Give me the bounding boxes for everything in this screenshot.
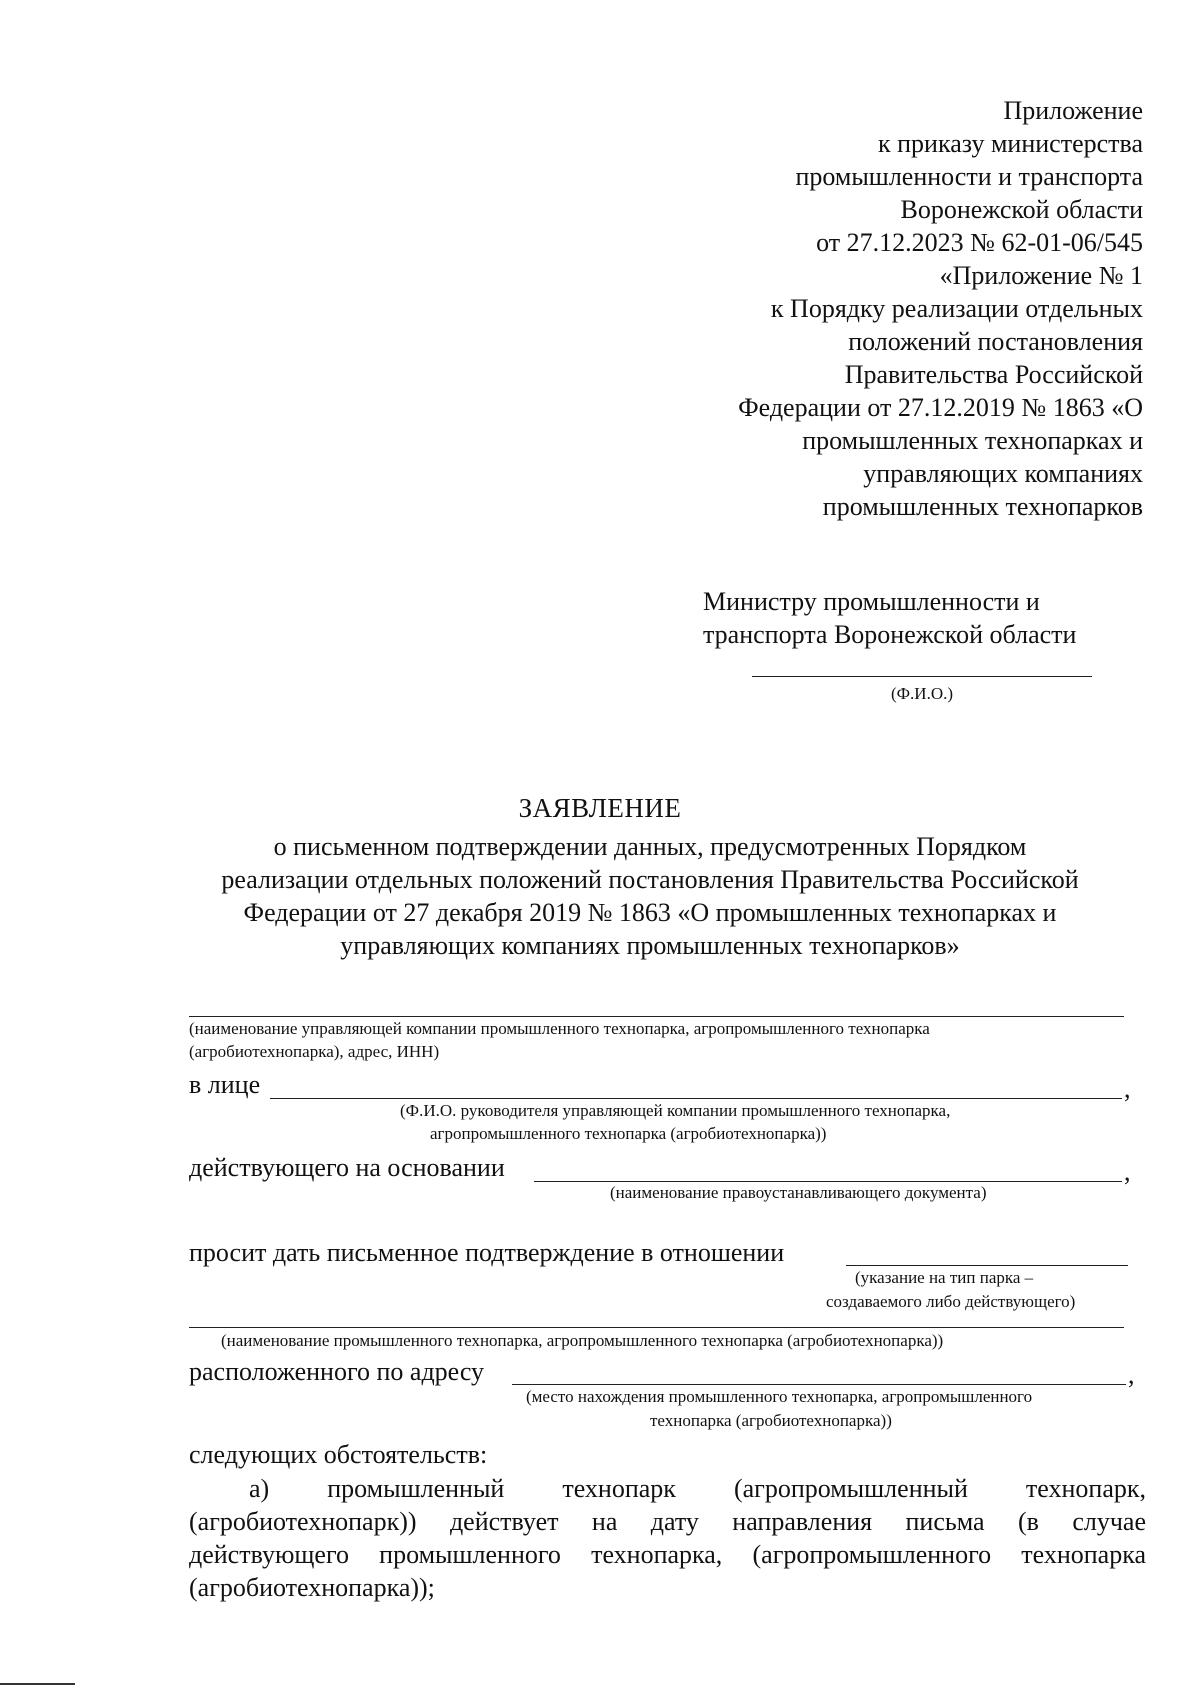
- header-line: от 27.12.2023 № 62-01-06/545: [816, 228, 1143, 257]
- park-name-blank-line[interactable]: [189, 1327, 1124, 1328]
- circumstances-heading: следующих обстоятельств:: [189, 1440, 488, 1469]
- company-name-blank-line[interactable]: [189, 1016, 1124, 1017]
- basis-caption: (наименование правоустанавливающего документа): [610, 1183, 987, 1202]
- company-caption: (наименование управляющей компании промышленного технопарка, агропромышленного технопарка: [189, 1019, 930, 1038]
- header-line: к приказу министерства: [878, 129, 1143, 158]
- fio-blank-line[interactable]: [752, 676, 1092, 677]
- header-line: положений постановления: [848, 327, 1143, 356]
- address-blank-line[interactable]: [512, 1384, 1126, 1385]
- park-type-blank-line[interactable]: [846, 1265, 1128, 1266]
- header-line: промышленности и транспорта: [795, 162, 1143, 191]
- subtitle-line: Федерации от 27 декабря 2019 № 1863 «О промышленных технопарках и: [243, 898, 1057, 927]
- header-line: к Порядку реализации отдельных: [770, 294, 1143, 323]
- scan-edge-mark: [0, 1683, 75, 1685]
- address-caption: (место нахождения промышленного технопарка, агропромышленного: [526, 1387, 1033, 1406]
- document-subtitle: [150, 830, 1150, 962]
- in-person-label: в лице: [189, 1070, 261, 1099]
- park-type-caption: (указание на тип парка –: [855, 1268, 1034, 1287]
- park-name-caption: (наименование промышленного технопарка, агропромышленного технопарка (агробиотехнопарка)): [221, 1331, 944, 1350]
- comma: ,: [1128, 1360, 1135, 1389]
- in-person-caption: агропромышленного технопарка (агробиотехнопарка)): [430, 1124, 827, 1143]
- park-type-caption: создаваемого либо действующего): [826, 1292, 1076, 1311]
- subtitle-line: реализации отдельных положений постановления Правительства Российской: [221, 865, 1079, 894]
- addressee-block: [703, 585, 1076, 651]
- header-line: Правительства Российской: [844, 360, 1143, 389]
- subtitle-line: о письменном подтверждении данных, предусмотренных Порядком: [273, 832, 1027, 861]
- item-a-line: (агробиотехнопарка));: [189, 1573, 435, 1602]
- header-line: Федерации от 27.12.2019 № 1863 «О: [738, 393, 1143, 422]
- in-person-blank-line[interactable]: [270, 1098, 1122, 1099]
- in-person-caption: (Ф.И.О. руководителя управляющей компании промышленного технопарка,: [400, 1101, 951, 1120]
- item-a-line: (агробиотехнопарк)) действует на дату направления письма (в случае: [189, 1507, 1146, 1536]
- fio-caption: (Ф.И.О.): [890, 684, 954, 703]
- address-caption: технопарка (агробиотехнопарка)): [650, 1411, 892, 1430]
- header-line: Воронежской области: [900, 195, 1143, 224]
- addressee-line: Министру промышленности и: [703, 587, 1040, 616]
- header-line: управляющих компаниях: [863, 459, 1143, 488]
- addressee-line: транспорта Воронежской области: [703, 620, 1077, 649]
- header-line: «Приложение № 1: [939, 261, 1143, 290]
- header-line: промышленных технопарках и: [802, 426, 1143, 455]
- company-caption: (агробиотехнопарка), адрес, ИНН): [189, 1042, 440, 1061]
- address-label: расположенного по адресу: [189, 1357, 485, 1386]
- item-a-line: действующего промышленного технопарка, (агропромышленного технопарка: [189, 1540, 1146, 1569]
- appendix-header: [738, 94, 1143, 523]
- subtitle-line: управляющих компаниях промышленных технопарков»: [340, 931, 960, 960]
- document-title: ЗАЯВЛЕНИЕ: [518, 793, 682, 823]
- basis-label: действующего на основании: [189, 1153, 505, 1182]
- header-line: промышленных технопарков: [822, 492, 1143, 521]
- request-label: просит дать письменное подтверждение в отношении: [189, 1238, 785, 1267]
- item-a-line: а) промышленный технопарк (агропромышленный технопарк,: [249, 1474, 1146, 1503]
- comma: ,: [1124, 1157, 1131, 1186]
- header-line: Приложение: [1003, 96, 1143, 125]
- comma: ,: [1124, 1074, 1131, 1103]
